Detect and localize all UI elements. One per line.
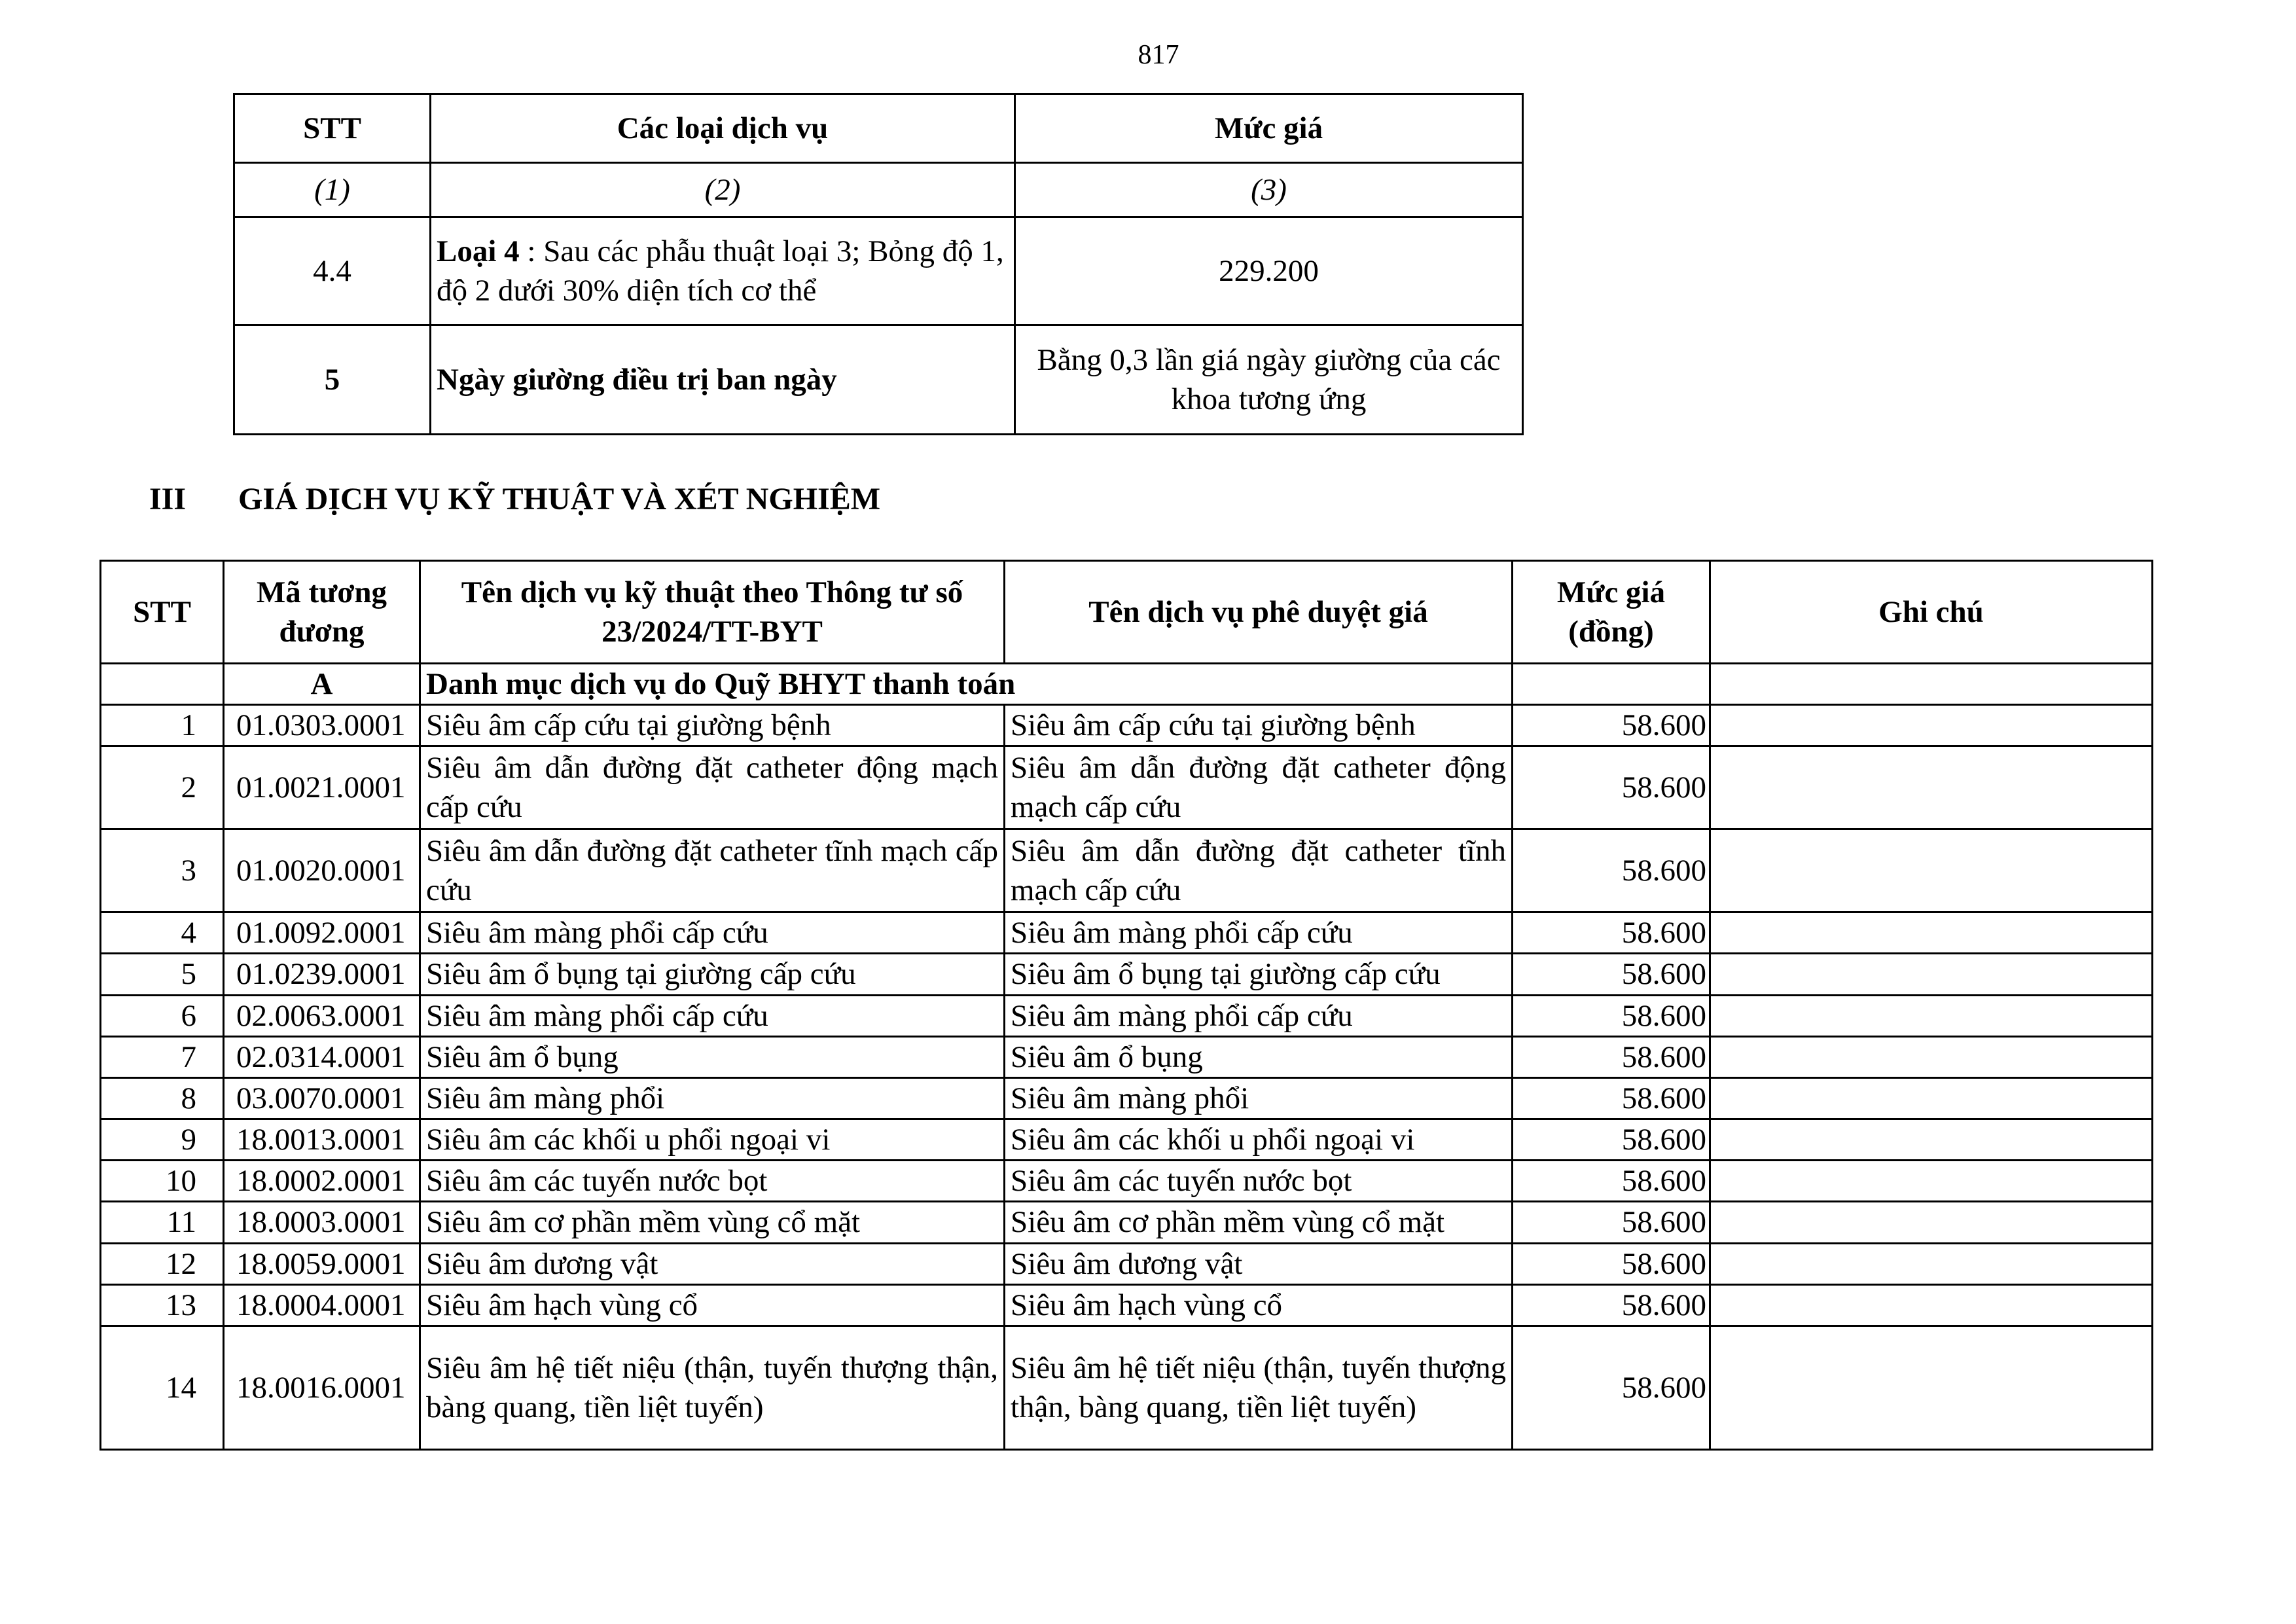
row-service-name-circular: Siêu âm cấp cứu tại giường bệnh	[420, 705, 1005, 746]
row-price: 58.600	[1513, 1243, 1710, 1284]
section-title: GIÁ DỊCH VỤ KỸ THUẬT VÀ XÉT NGHIỆM	[238, 482, 881, 516]
index-1: (1)	[234, 163, 431, 217]
column-index-row	[234, 163, 1523, 217]
row-stt: 4	[101, 912, 224, 954]
row-code: 01.0020.0001	[224, 829, 420, 912]
table-row	[101, 995, 2153, 1036]
group-stt	[101, 664, 224, 705]
index-3: (3)	[1015, 163, 1523, 217]
row-note	[1710, 912, 2153, 954]
row-note	[1710, 1161, 2153, 1202]
section-number: III	[149, 482, 187, 516]
row-service-name-circular: Siêu âm hệ tiết niệu (thận, tuyến thượng thận, bàng quang, tiền liệt tuyến)	[420, 1326, 1005, 1449]
row-note	[1710, 1284, 2153, 1326]
row-note	[1710, 995, 2153, 1036]
service-description: : Sau các phẫu thuật loại 3; Bỏng độ 1, độ 2 dưới 30% diện tích cơ thể	[437, 234, 1004, 308]
row-price: Bằng 0,3 lần giá ngày giường của các khoa tương ứng	[1015, 325, 1523, 435]
row-code: 01.0239.0001	[224, 954, 420, 995]
row-note	[1710, 746, 2153, 829]
row-price: 229.200	[1015, 217, 1523, 325]
row-code: 18.0003.0001	[224, 1202, 420, 1243]
table-row	[101, 1326, 2153, 1449]
row-stt: 9	[101, 1119, 224, 1161]
table-row	[101, 829, 2153, 912]
table-row	[101, 1161, 2153, 1202]
row-approved-service-name: Siêu âm dẫn đường đặt catheter tĩnh mạch cấp cứu	[1005, 829, 1513, 912]
table-row	[101, 912, 2153, 954]
row-service-name-circular: Siêu âm màng phổi cấp cứu	[420, 912, 1005, 954]
row-price: 58.600	[1513, 995, 1710, 1036]
row-code: 01.0021.0001	[224, 746, 420, 829]
row-stt: 13	[101, 1284, 224, 1326]
table-header-row	[101, 561, 2153, 664]
row-price: 58.600	[1513, 1036, 1710, 1077]
row-stt: 8	[101, 1077, 224, 1119]
table-row	[101, 1036, 2153, 1077]
row-service-name-circular: Siêu âm dương vật	[420, 1243, 1005, 1284]
row-approved-service-name: Siêu âm hạch vùng cổ	[1005, 1284, 1513, 1326]
row-note	[1710, 1119, 2153, 1161]
row-price: 58.600	[1513, 1161, 1710, 1202]
row-service-name-circular: Siêu âm hạch vùng cổ	[420, 1284, 1005, 1326]
room-price-table	[233, 93, 1524, 435]
row-service-name-circular: Siêu âm màng phổi cấp cứu	[420, 995, 1005, 1036]
row-note	[1710, 1243, 2153, 1284]
row-approved-service-name: Siêu âm ổ bụng tại giường cấp cứu	[1005, 954, 1513, 995]
technical-service-price-table	[99, 560, 2153, 1451]
header-price-vnd: Mức giá (đồng)	[1513, 561, 1710, 664]
row-code: 01.0092.0001	[224, 912, 420, 954]
row-stt: 12	[101, 1243, 224, 1284]
row-code: 03.0070.0001	[224, 1077, 420, 1119]
row-price: 58.600	[1513, 954, 1710, 995]
header-stt: STT	[234, 94, 431, 163]
table-row	[101, 705, 2153, 746]
group-row	[101, 664, 2153, 705]
header-price: Mức giá	[1015, 94, 1523, 163]
row-stt: 4.4	[234, 217, 431, 325]
table-row	[101, 954, 2153, 995]
row-code: 18.0013.0001	[224, 1119, 420, 1161]
row-price: 58.600	[1513, 829, 1710, 912]
row-approved-service-name: Siêu âm màng phổi	[1005, 1077, 1513, 1119]
row-approved-service-name: Siêu âm ổ bụng	[1005, 1036, 1513, 1077]
table-row	[101, 1077, 2153, 1119]
row-stt: 2	[101, 746, 224, 829]
table-row	[234, 217, 1523, 325]
row-code: 02.0314.0001	[224, 1036, 420, 1077]
row-approved-service-name: Siêu âm các khối u phổi ngoại vi	[1005, 1119, 1513, 1161]
group-code: A	[224, 664, 420, 705]
row-stt: 10	[101, 1161, 224, 1202]
row-code: 02.0063.0001	[224, 995, 420, 1036]
row-stt: 6	[101, 995, 224, 1036]
row-service-name-circular: Siêu âm cơ phần mềm vùng cổ mặt	[420, 1202, 1005, 1243]
row-approved-service-name: Siêu âm cấp cứu tại giường bệnh	[1005, 705, 1513, 746]
row-approved-service-name: Siêu âm các tuyến nước bọt	[1005, 1161, 1513, 1202]
row-stt: 7	[101, 1036, 224, 1077]
group-price	[1513, 664, 1710, 705]
row-service-name-circular: Siêu âm dẫn đường đặt catheter động mạch cấp cứu	[420, 746, 1005, 829]
row-price: 58.600	[1513, 746, 1710, 829]
row-service-name-circular: Siêu âm màng phổi	[420, 1077, 1005, 1119]
row-code: 18.0059.0001	[224, 1243, 420, 1284]
index-2: (2)	[431, 163, 1015, 217]
service-type-label: Ngày giường điều trị ban ngày	[437, 362, 837, 397]
row-note	[1710, 1326, 2153, 1449]
row-approved-service-name: Siêu âm màng phổi cấp cứu	[1005, 912, 1513, 954]
table-row	[101, 1202, 2153, 1243]
row-stt: 14	[101, 1326, 224, 1449]
row-service-name-circular: Siêu âm các tuyến nước bọt	[420, 1161, 1005, 1202]
row-note	[1710, 1077, 2153, 1119]
service-type-label: Loại 4	[437, 234, 520, 268]
row-price: 58.600	[1513, 1202, 1710, 1243]
row-approved-service-name: Siêu âm cơ phần mềm vùng cổ mặt	[1005, 1202, 1513, 1243]
page-number: 817	[1138, 40, 1179, 70]
row-price: 58.600	[1513, 1077, 1710, 1119]
row-stt: 5	[234, 325, 431, 435]
row-approved-service-name: Siêu âm hệ tiết niệu (thận, tuyến thượng thận, bàng quang, tiền liệt tuyến)	[1005, 1326, 1513, 1449]
row-approved-service-name: Siêu âm màng phổi cấp cứu	[1005, 995, 1513, 1036]
row-price: 58.600	[1513, 1326, 1710, 1449]
row-note	[1710, 705, 2153, 746]
group-note	[1710, 664, 2153, 705]
table-row	[101, 1284, 2153, 1326]
row-service	[431, 217, 1015, 325]
row-code: 18.0004.0001	[224, 1284, 420, 1326]
row-code: 01.0303.0001	[224, 705, 420, 746]
row-note	[1710, 1202, 2153, 1243]
table-header-row	[234, 94, 1523, 163]
header-stt: STT	[101, 561, 224, 664]
row-stt: 5	[101, 954, 224, 995]
row-approved-service-name: Siêu âm dương vật	[1005, 1243, 1513, 1284]
header-approved-service-name: Tên dịch vụ phê duyệt giá	[1005, 561, 1513, 664]
row-price: 58.600	[1513, 705, 1710, 746]
row-note	[1710, 829, 2153, 912]
row-stt: 11	[101, 1202, 224, 1243]
table-row	[101, 746, 2153, 829]
row-approved-service-name: Siêu âm dẫn đường đặt catheter động mạch cấp cứu	[1005, 746, 1513, 829]
row-price: 58.600	[1513, 1119, 1710, 1161]
header-service-type: Các loại dịch vụ	[431, 94, 1015, 163]
row-stt: 1	[101, 705, 224, 746]
row-price: 58.600	[1513, 912, 1710, 954]
table-row	[101, 1119, 2153, 1161]
row-stt: 3	[101, 829, 224, 912]
table-row	[101, 1243, 2153, 1284]
table-row	[234, 325, 1523, 435]
header-equivalent-code: Mã tương đương	[224, 561, 420, 664]
header-note: Ghi chú	[1710, 561, 2153, 664]
row-service-name-circular: Siêu âm các khối u phổi ngoại vi	[420, 1119, 1005, 1161]
header-service-name-circular: Tên dịch vụ kỹ thuật theo Thông tư số 23/2024/TT-BYT	[420, 561, 1005, 664]
row-service	[431, 325, 1015, 435]
row-service-name-circular: Siêu âm dẫn đường đặt catheter tĩnh mạch cấp cứu	[420, 829, 1005, 912]
row-note	[1710, 954, 2153, 995]
row-service-name-circular: Siêu âm ổ bụng	[420, 1036, 1005, 1077]
row-service-name-circular: Siêu âm ổ bụng tại giường cấp cứu	[420, 954, 1005, 995]
row-code: 18.0002.0001	[224, 1161, 420, 1202]
section-heading	[149, 481, 880, 517]
row-price: 58.600	[1513, 1284, 1710, 1326]
row-code: 18.0016.0001	[224, 1326, 420, 1449]
group-title: Danh mục dịch vụ do Quỹ BHYT thanh toán	[420, 664, 1513, 705]
row-note	[1710, 1036, 2153, 1077]
